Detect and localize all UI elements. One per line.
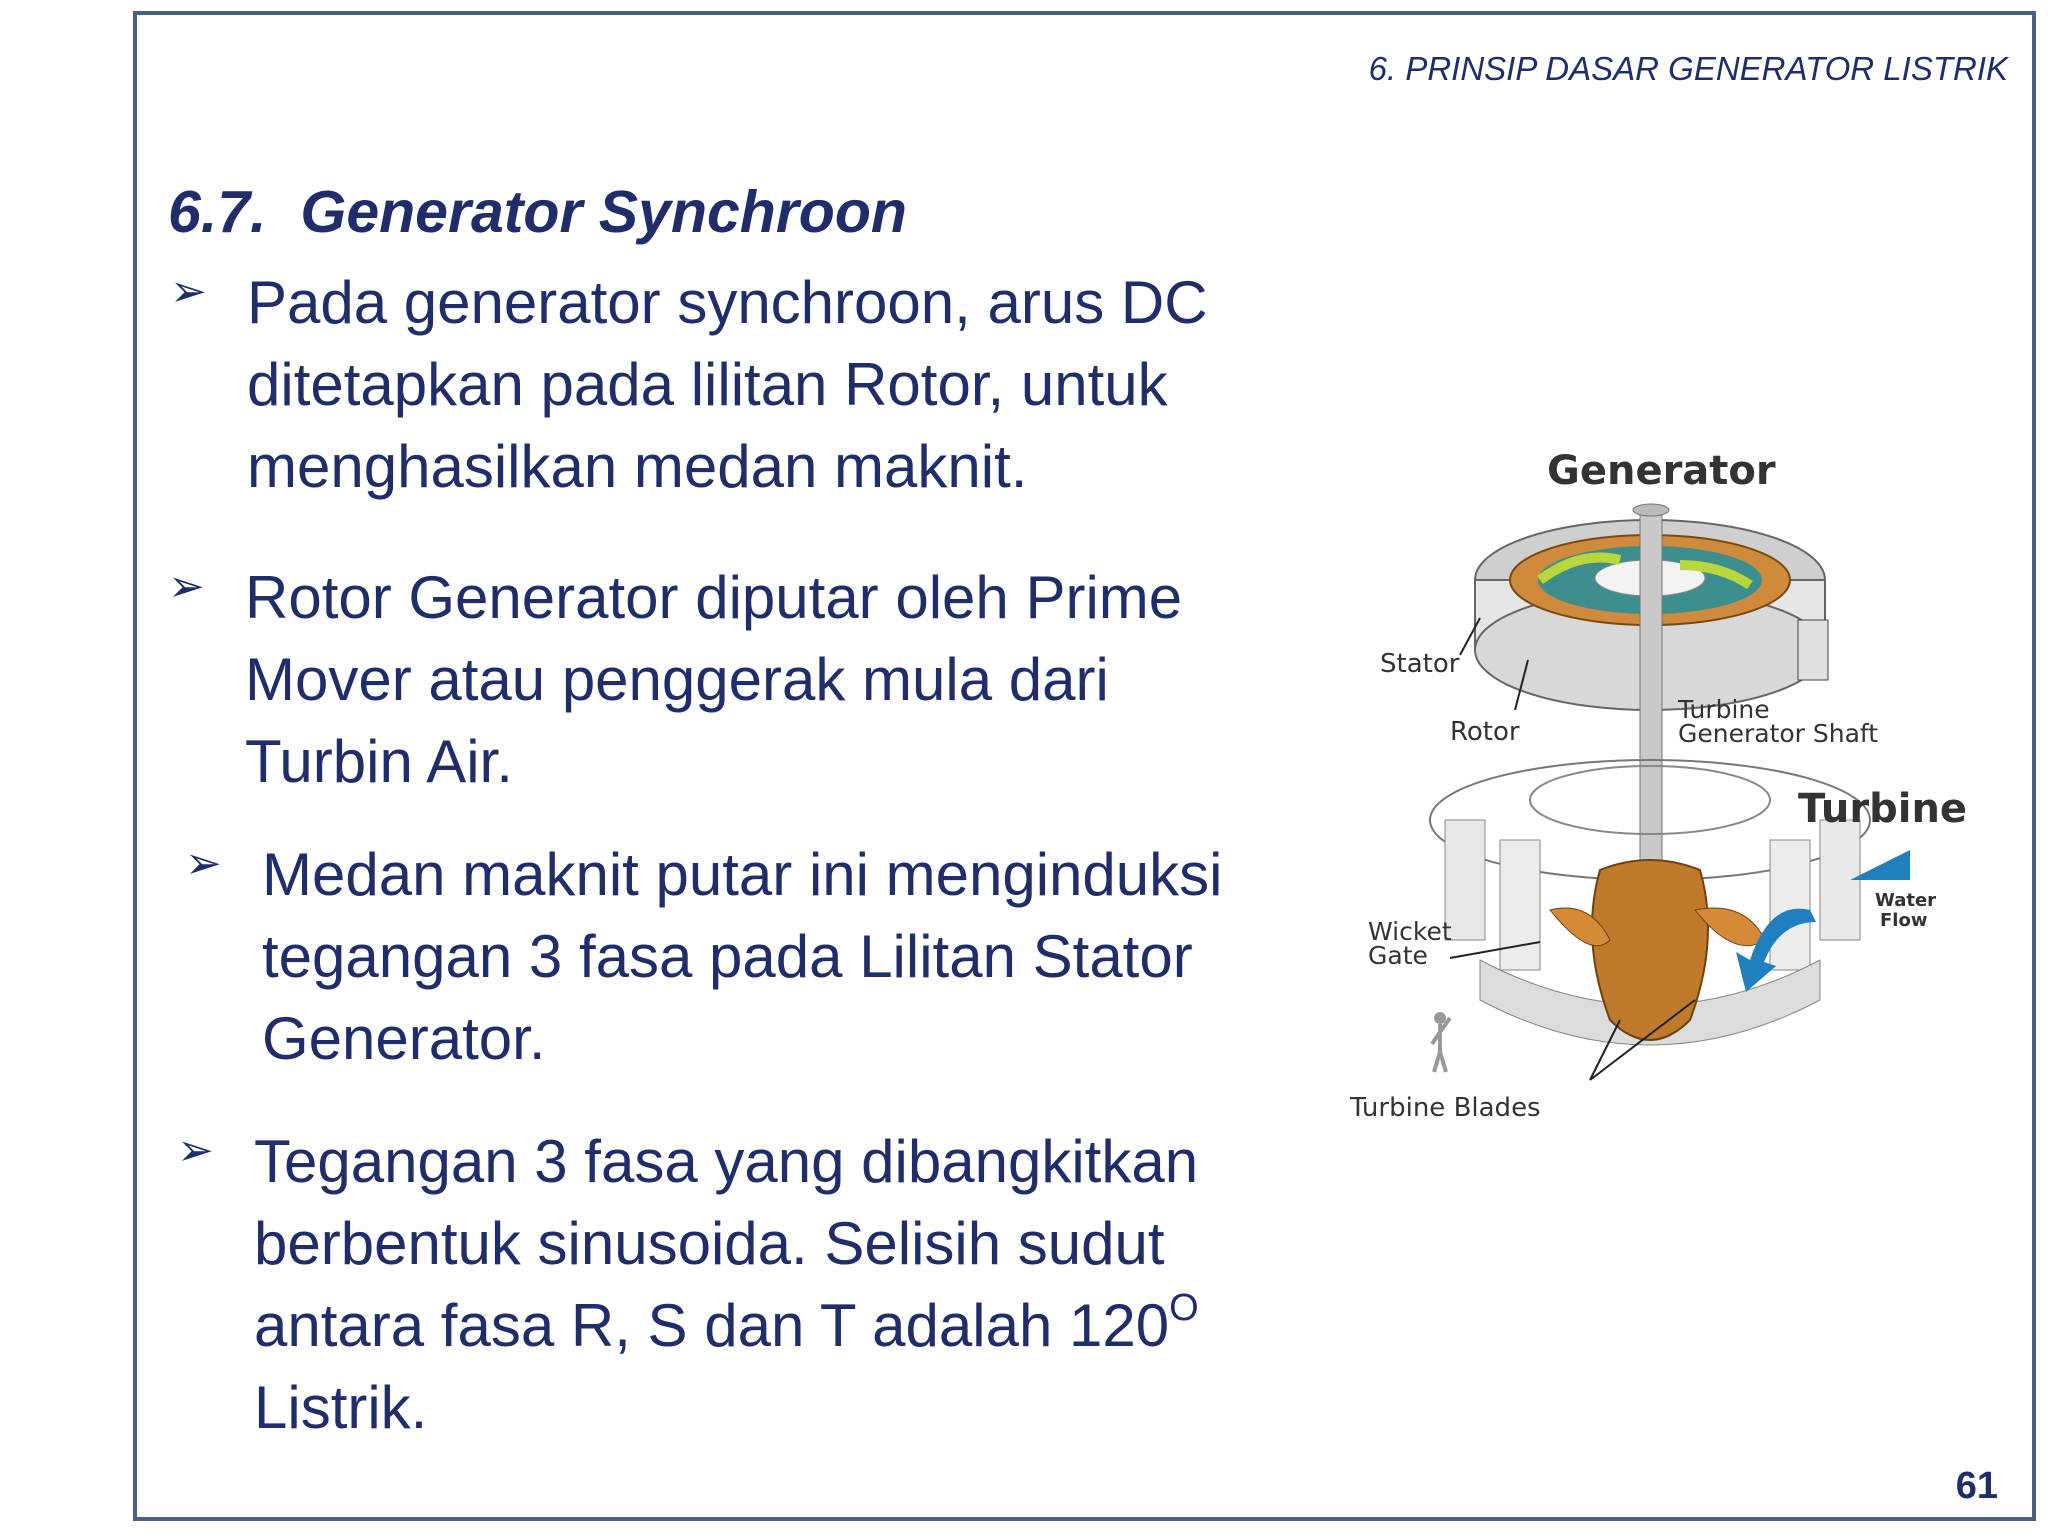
arrow-bullet-icon: ➢ bbox=[168, 562, 205, 611]
bullet-text-end: Listrik. bbox=[254, 1374, 428, 1441]
person-figure bbox=[1432, 1018, 1450, 1072]
shaft-top bbox=[1633, 504, 1669, 516]
turbine-label: Turbine bbox=[1798, 786, 1968, 832]
water-flow-label-1: Water bbox=[1875, 890, 1937, 911]
wicket-gate-label-2: Gate bbox=[1368, 941, 1428, 970]
generator-turbine-diagram bbox=[1350, 440, 1980, 1140]
bullet-text: Rotor Generator diputar oleh Prime Mover atau penggerak mula dari Turbin Air. bbox=[245, 564, 1183, 795]
turbine-runner bbox=[1592, 860, 1708, 1040]
slide-title bbox=[168, 178, 907, 246]
degree-superscript: O bbox=[1169, 1287, 1199, 1329]
arrow-bullet-icon: ➢ bbox=[170, 267, 207, 316]
water-flow-label-2: Flow bbox=[1880, 910, 1928, 931]
stator-segment bbox=[1798, 620, 1828, 680]
slide-title-text: Generator Synchroon bbox=[300, 179, 907, 245]
wicket-gate-vane bbox=[1770, 840, 1810, 970]
bullet-text: Pada generator synchroon, arus DC ditetapkan pada lilitan Rotor, untuk menghasilkan medan maknit. bbox=[247, 269, 1208, 500]
bullet-text bbox=[254, 1121, 1264, 1449]
bullet-item bbox=[168, 557, 1285, 803]
bullet-item bbox=[170, 262, 1327, 508]
bullet-item bbox=[185, 834, 1342, 1080]
rotor-label: Rotor bbox=[1450, 717, 1520, 747]
bullet-text: Medan maknit putar ini menginduksi tegangan 3 fasa pada Lilitan Stator Generator. bbox=[262, 841, 1223, 1072]
shaft-label-2: Generator Shaft bbox=[1678, 719, 1879, 748]
wicket-gate-vane bbox=[1500, 840, 1540, 970]
shaft-label-1: Turbine bbox=[1678, 695, 1770, 724]
page-number: 61 bbox=[1955, 1465, 1998, 1507]
wicket-gate-label-1: Wicket bbox=[1368, 917, 1452, 946]
person-figure bbox=[1434, 1012, 1446, 1024]
diagram-title-generator: Generator bbox=[1547, 448, 1776, 494]
bullet-item bbox=[177, 1121, 1264, 1449]
generator-turbine-illustration bbox=[1350, 440, 1980, 1140]
arrow-bullet-icon: ➢ bbox=[177, 1126, 214, 1175]
slide-title-number: 6.7. bbox=[168, 179, 267, 245]
bullet-text-main: Tegangan 3 fasa yang dibangkitkan berbentuk sinusoida. Selisih sudut antara fasa R, S dan T adalah 120 bbox=[254, 1128, 1199, 1359]
section-header: 6. PRINSIP DASAR GENERATOR LISTRIK bbox=[1368, 50, 2008, 87]
arrow-bullet-icon: ➢ bbox=[185, 839, 222, 888]
turbine-blades-label: Turbine Blades bbox=[1350, 1093, 1541, 1123]
stator-label: Stator bbox=[1380, 649, 1460, 679]
